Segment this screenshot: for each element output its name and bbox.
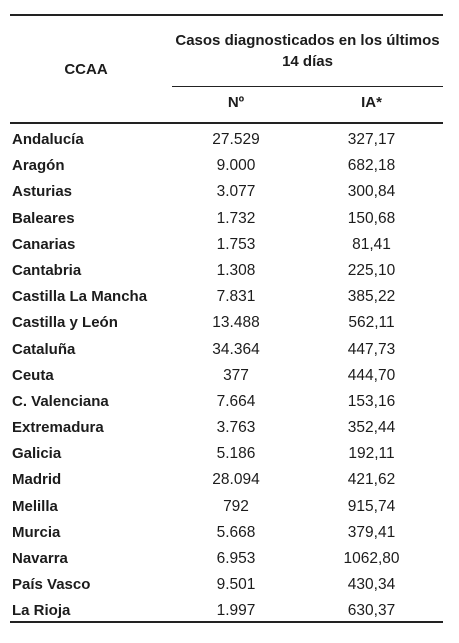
ia-cell: 379,41 [347,523,396,541]
ia-cell: 385,22 [347,288,396,306]
n-cell: 27.529 [212,131,260,148]
ia-cell: 444,70 [347,366,396,384]
table-row [10,546,443,572]
n-cell: 5.186 [216,445,256,463]
ccaa-cell: Canarias [12,235,76,253]
ccaa-cell: Cantabria [12,261,82,279]
n-cell: 3.077 [216,183,256,201]
n-cell: 3.763 [216,419,256,437]
ccaa-cell: Castilla La Mancha [12,288,148,306]
n-cell: 7.664 [216,392,256,410]
ia-cell: 192,11 [348,445,395,463]
table-row [10,206,443,232]
table-row [10,467,443,493]
n-column-header: Nº [227,94,245,111]
group-header-rule [172,86,443,87]
table-row [10,389,443,415]
table-row [10,441,443,467]
ccaa-cell: Navarra [12,550,68,567]
ccaa-cell: Baleares [12,209,75,227]
ia-cell: 915,74 [347,497,396,515]
ia-cell: 682,18 [347,157,396,175]
n-cell: 1.308 [216,261,256,279]
ia-cell: 430,34 [347,576,396,594]
n-cell: 9.000 [216,157,256,175]
n-cell: 1.732 [216,209,256,227]
table-body [10,127,443,625]
ccaa-column-header: CCAA [64,60,108,78]
table-row [10,363,443,389]
ia-cell: 630,37 [347,602,396,620]
ia-cell: 153,16 [347,392,396,410]
ccaa-cell: Murcia [12,523,61,541]
ccaa-cell: Andalucía [12,131,84,148]
ia-cell: 421,62 [347,471,396,489]
ia-cell: 300,84 [347,183,396,201]
ia-cell: 150,68 [347,209,396,227]
table-row [10,258,443,284]
n-cell: 9.501 [216,576,256,594]
n-cell: 34.364 [212,340,260,358]
table-row [10,572,443,598]
table-row [10,232,443,258]
header-bottom-rule [10,122,443,124]
ia-cell: 562,11 [348,314,395,332]
table-bottom-rule [10,621,443,623]
n-cell: 1.753 [216,235,256,253]
table-row [10,284,443,310]
table-row [10,520,443,546]
n-cell: 13.488 [212,314,260,332]
n-cell: 7.831 [216,288,256,306]
ia-cell: 225,10 [347,261,396,279]
n-cell: 1.997 [216,602,256,620]
ia-cell: 327,17 [347,131,396,148]
ccaa-cell: C. Valenciana [12,392,109,410]
ccaa-cell: Asturias [12,183,73,201]
ia-column-header: IA* [361,94,382,111]
n-cell: 6.953 [216,550,256,567]
ccaa-cell: Extremadura [12,419,104,437]
ccaa-cell: La Rioja [12,602,71,620]
ia-cell: 81,41 [352,235,391,253]
ccaa-cell: Castilla y León [12,314,118,332]
ccaa-cell: Cataluña [12,340,76,358]
table-row [10,494,443,520]
ccaa-cell: País Vasco [12,576,91,594]
table-row [10,179,443,205]
table-row [10,310,443,336]
ccaa-cell: Ceuta [12,366,54,384]
table-row [10,415,443,441]
table-row [10,153,443,179]
n-cell: 377 [223,366,249,384]
table-row [10,127,443,153]
table-row [10,337,443,363]
n-cell: 28.094 [212,471,260,489]
ccaa-cell: Galicia [12,445,62,463]
ia-cell: 447,73 [347,340,396,358]
n-cell: 792 [223,497,249,515]
table-header [10,16,443,122]
ccaa-cell: Melilla [12,497,58,515]
ia-cell: 1062,80 [343,550,400,567]
ccaa-cell: Madrid [12,471,62,489]
n-cell: 5.668 [216,523,256,541]
ccaa-cell: Aragón [12,157,65,175]
cases-group-header: Casos diagnosticados en los últimos 14 días [175,32,440,70]
ia-cell: 352,44 [347,419,396,437]
